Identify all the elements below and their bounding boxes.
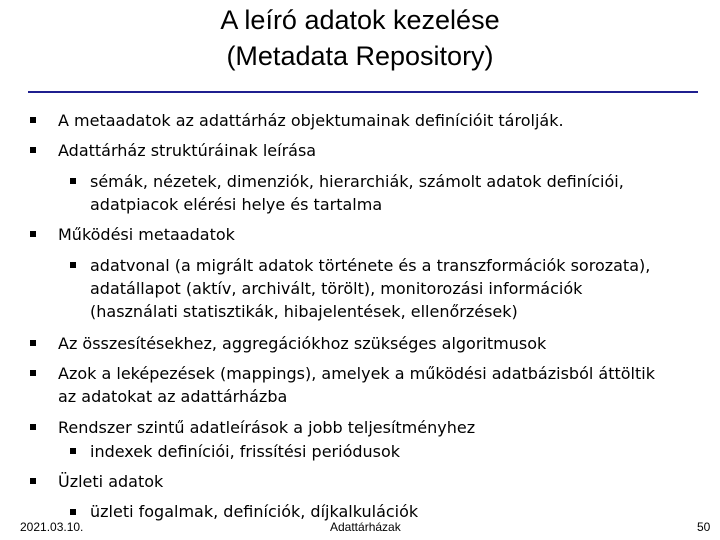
slide-title-line-1: A leíró adatok kezelése bbox=[220, 5, 500, 35]
slide-title-line-2: (Metadata Repository) bbox=[226, 41, 494, 71]
list-item: Az összesítésekhez, aggregációkhoz szükséges algoritmusok bbox=[58, 334, 547, 353]
page-number: 50 bbox=[697, 520, 711, 534]
list-item bbox=[58, 362, 698, 408]
list-item: A metaadatok az adattárház objektumainak definícióit tárolják. bbox=[58, 111, 564, 130]
bullet-icon bbox=[30, 370, 36, 376]
sub-list-item bbox=[90, 254, 690, 323]
bullet-icon bbox=[30, 117, 36, 123]
bullet-icon bbox=[70, 262, 76, 268]
list-item-line: Azok a leképezések (mappings), amelyek a működési adatbázisból áttöltik bbox=[58, 364, 655, 383]
list-item: Üzleti adatok bbox=[58, 472, 164, 491]
list-item-line: az adatokat az adattárházba bbox=[58, 387, 288, 406]
sub-list-item-line: sémák, nézetek, dimenziók, hierarchiák, számolt adatok definíciói, bbox=[90, 172, 624, 191]
bullet-icon bbox=[70, 448, 76, 454]
sub-list-item-line: adatállapot (aktív, archivált, törölt), monitorozási információk bbox=[90, 279, 583, 298]
list-item: Működési metaadatok bbox=[58, 225, 235, 244]
sub-list-item-line: adatpiacok elérési helye és tartalma bbox=[90, 195, 383, 214]
footer-date: 2021.03.10. bbox=[20, 520, 84, 534]
sub-list-item: üzleti fogalmak, definíciók, díjkalkulációk bbox=[90, 502, 419, 521]
bullet-icon bbox=[30, 147, 36, 153]
list-item: Adattárház struktúráinak leírása bbox=[58, 141, 317, 160]
sub-list-item-line: adatvonal (a migrált adatok története és a transzformációk sorozata), bbox=[90, 256, 651, 275]
list-item: Rendszer szintű adatleírások a jobb teljesítményhez bbox=[58, 418, 476, 437]
bullet-icon bbox=[30, 231, 36, 237]
bullet-icon bbox=[70, 509, 76, 515]
bullet-icon bbox=[30, 478, 36, 484]
bullet-icon bbox=[30, 424, 36, 430]
sub-list-item: indexek definíciói, frissítési periódusok bbox=[90, 442, 401, 461]
sub-list-item-line: (használati statisztikák, hibajelentések, ellenőrzések) bbox=[90, 302, 518, 321]
bullet-icon bbox=[70, 178, 76, 184]
footer-title: Adattárházak bbox=[330, 520, 401, 534]
sub-list-item bbox=[90, 170, 690, 216]
bullet-icon bbox=[30, 340, 36, 346]
